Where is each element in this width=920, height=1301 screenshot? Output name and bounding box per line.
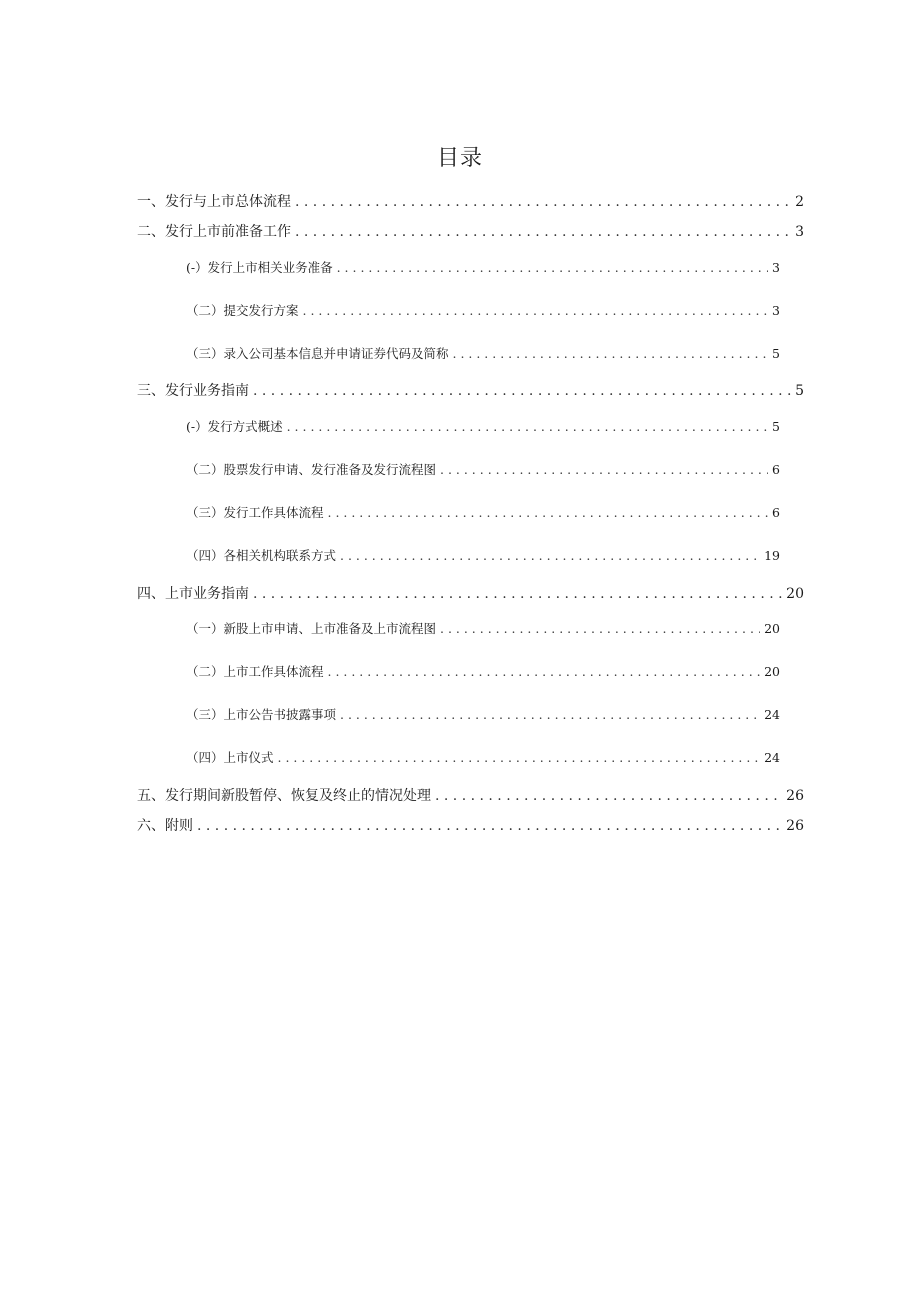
toc-entry-label: （四）各相关机构联系方式: [186, 548, 337, 563]
toc-leader-dots: [303, 302, 768, 320]
toc-entry-page: 20: [786, 586, 804, 602]
toc-entry-page: 26: [786, 818, 804, 834]
toc-entry[interactable]: [137, 222, 804, 242]
toc-subentry[interactable]: [186, 706, 780, 724]
toc-leader-dots: [295, 222, 791, 242]
toc-leader-dots: [435, 786, 782, 806]
toc-entry-page: 2: [795, 194, 804, 210]
toc-leader-dots: [337, 259, 768, 277]
toc-entry-page: 5: [772, 419, 780, 434]
toc-leader-dots: [340, 706, 760, 724]
toc-entry-label: （二）提交发行方案: [186, 303, 299, 318]
toc-leader-dots: [340, 547, 760, 565]
toc-entry-label: 六、附则: [137, 818, 193, 834]
toc-entry-page: 20: [764, 621, 780, 636]
toc-entry[interactable]: [137, 381, 804, 401]
toc-subentry[interactable]: [186, 418, 780, 436]
toc-entry-label: 二、发行上市前准备工作: [137, 224, 291, 240]
toc-subentry[interactable]: [186, 259, 780, 277]
toc-subentry[interactable]: [186, 504, 780, 522]
toc-entry-page: 6: [772, 505, 780, 520]
toc-leader-dots: [278, 749, 761, 767]
toc-entry-page: 6: [772, 462, 780, 477]
toc-leader-dots: [253, 381, 791, 401]
toc-entry[interactable]: [137, 584, 804, 604]
toc-entry[interactable]: [137, 192, 804, 212]
toc-leader-dots: [440, 461, 768, 479]
toc-entry[interactable]: [137, 816, 804, 836]
toc-leader-dots: [253, 584, 782, 604]
toc-entry-label: 三、发行业务指南: [137, 383, 249, 399]
toc-entry-label: （三）发行工作具体流程: [186, 505, 324, 520]
toc-subentry[interactable]: [186, 302, 780, 320]
toc-entry-page: 26: [786, 788, 804, 804]
toc-entry-page: 19: [764, 548, 780, 563]
toc-subentry[interactable]: [186, 620, 780, 638]
toc-entry-page: 3: [772, 260, 780, 275]
toc-subentry[interactable]: [186, 547, 780, 565]
toc-entry-page: 24: [764, 750, 780, 765]
toc-entry-label: （三）录入公司基本信息并申请证券代码及简称: [186, 346, 449, 361]
toc-entry-label: (-）发行上市相关业务准备: [186, 260, 333, 275]
toc-entry-label: （三）上市公告书披露事项: [186, 707, 337, 722]
toc-entry-label: （二）上市工作具体流程: [186, 664, 324, 679]
toc-entry-page: 5: [795, 383, 804, 399]
toc-leader-dots: [287, 418, 768, 436]
toc-entry-label: （二）股票发行申请、发行准备及发行流程图: [186, 462, 437, 477]
toc-leader-dots: [295, 192, 791, 212]
toc-subentry[interactable]: [186, 461, 780, 479]
toc-entry-page: 3: [772, 303, 780, 318]
toc-entry-label: 四、上市业务指南: [137, 586, 249, 602]
toc-entry-label: （四）上市仪式: [186, 750, 274, 765]
toc-entry-page: 3: [795, 224, 804, 240]
toc-entry-label: （一）新股上市申请、上市准备及上市流程图: [186, 621, 437, 636]
toc-leader-dots: [197, 816, 782, 836]
toc-entry-page: 24: [764, 707, 780, 722]
toc-title: 目录: [436, 146, 483, 171]
toc-subentry[interactable]: [186, 345, 780, 363]
toc-leader-dots: [453, 345, 768, 363]
toc-subentry[interactable]: [186, 749, 780, 767]
toc-entry-page: 5: [772, 346, 780, 361]
toc-entry-label: 五、发行期间新股暂停、恢复及终止的情况处理: [137, 788, 431, 804]
toc-leader-dots: [328, 663, 761, 681]
toc-entry[interactable]: [137, 786, 804, 806]
toc-subentry[interactable]: [186, 663, 780, 681]
toc-entry-page: 20: [764, 664, 780, 679]
toc-leader-dots: [328, 504, 768, 522]
toc-entry-label: (-）发行方式概述: [186, 419, 283, 434]
toc-leader-dots: [440, 620, 760, 638]
toc-entry-label: 一、发行与上市总体流程: [137, 194, 291, 210]
